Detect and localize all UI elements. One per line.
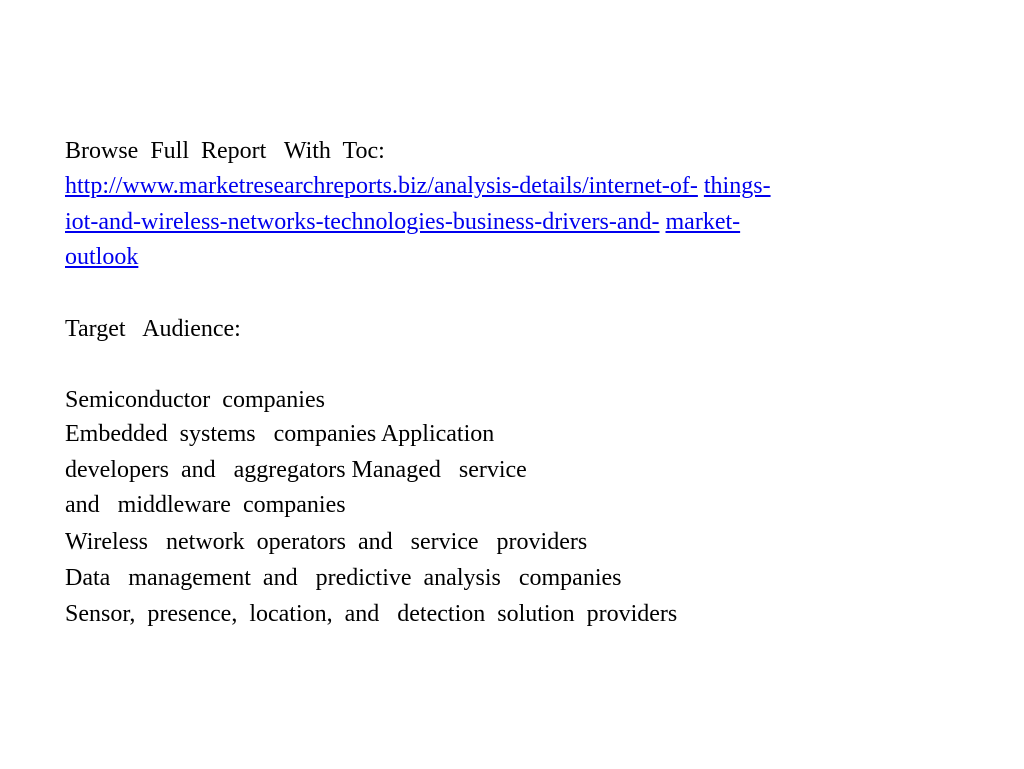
report-link-part-2[interactable]: things- bbox=[703, 173, 771, 199]
audience-line: Embedded systems companies Application bbox=[65, 421, 495, 447]
audience-line: Data management and predictive analysis companies bbox=[65, 565, 622, 591]
browse-report-heading: Browse Full Report With Toc: bbox=[65, 138, 385, 164]
report-link-line-2 bbox=[65, 207, 740, 237]
report-link-part-3[interactable]: iot-and-wireless-networks-technologies-business-drivers-and- bbox=[65, 209, 660, 235]
audience-line: Semiconductor companies bbox=[65, 387, 325, 413]
report-link-part-1[interactable]: http://www.marketresearchreports.biz/analysis-details/internet-of- bbox=[65, 173, 698, 199]
report-link-part-5[interactable]: outlook bbox=[65, 244, 139, 270]
audience-line: Wireless network operators and service providers bbox=[65, 529, 588, 555]
report-link-line-3 bbox=[65, 242, 138, 272]
report-link-line-1 bbox=[65, 171, 771, 201]
audience-line: and middleware companies bbox=[65, 492, 346, 518]
target-audience-heading: Target Audience: bbox=[65, 316, 241, 342]
audience-line: developers and aggregators Managed service bbox=[65, 457, 527, 483]
report-link-part-4[interactable]: market- bbox=[665, 209, 741, 235]
audience-line: Sensor, presence, location, and detection solution providers bbox=[65, 601, 678, 627]
